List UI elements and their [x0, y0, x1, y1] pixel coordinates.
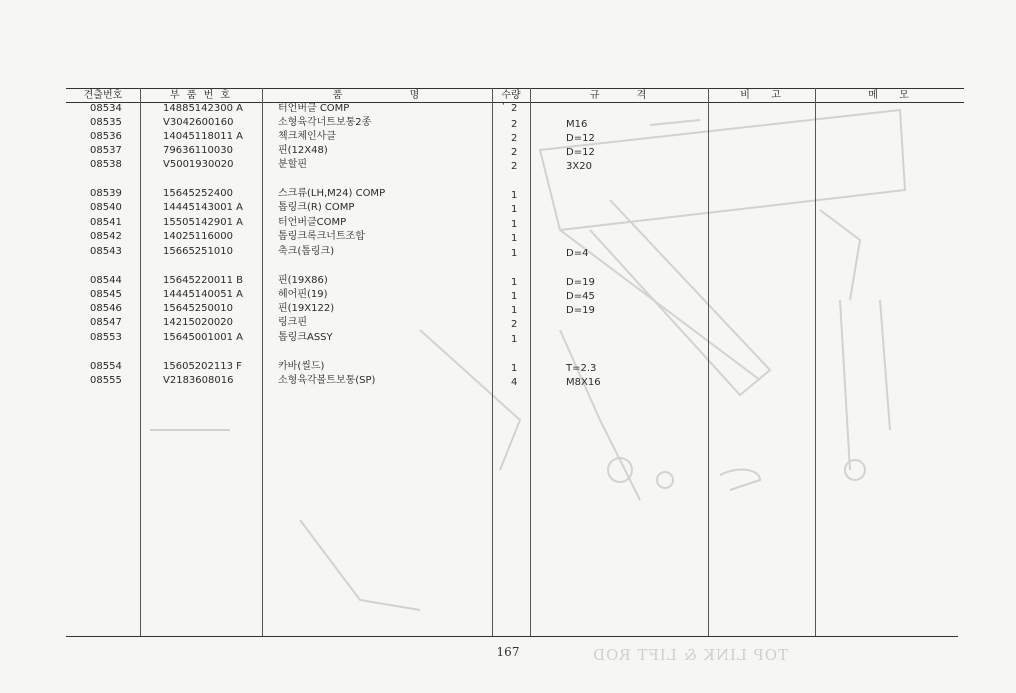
row-part-number: 15665251010 [163, 246, 233, 257]
row-quantity: 1 [511, 190, 518, 201]
row-part-number: 14445140051 A [163, 289, 244, 300]
row-ref-number: 08541 [90, 217, 122, 228]
row-ref-number: 08536 [90, 131, 122, 142]
header-remarks: 비 고 [740, 90, 783, 101]
row-ref-number: 08540 [90, 202, 122, 213]
row-ref-number: 08554 [90, 361, 122, 372]
row-part-number: 15505142901 A [163, 217, 244, 228]
row-part-number: V3042600160 [163, 117, 234, 128]
row-spec: T=2.3 [566, 363, 597, 374]
header-memo: 메 모 [868, 90, 911, 101]
row-quantity: 2 [511, 103, 518, 114]
row-quantity: 1 [511, 248, 518, 259]
row-quantity: 1 [511, 291, 518, 302]
row-part-name: 소형육각볼트보통(SP) [278, 375, 376, 386]
row-part-name: 톱링크록크너트조합 [278, 231, 365, 242]
row-spec: D=19 [566, 277, 595, 288]
row-quantity: 1 [511, 334, 518, 345]
row-quantity: 2 [511, 119, 518, 130]
row-spec: D=12 [566, 133, 595, 144]
row-spec: 3X20 [566, 161, 592, 172]
row-part-number: 15645220011 B [163, 275, 244, 286]
row-part-number: 15605202113 F [163, 361, 242, 372]
table-column-divider [708, 88, 709, 637]
row-part-name: 카바(씰드) [278, 361, 325, 372]
row-part-number: 14025116000 [163, 231, 233, 242]
row-ref-number: 08538 [90, 159, 122, 170]
row-part-number: V5001930020 [163, 159, 234, 170]
row-ref-number: 08543 [90, 246, 122, 257]
row-quantity: 2 [511, 161, 518, 172]
row-ref-number: 08546 [90, 303, 122, 314]
row-part-name: 분할핀 [278, 159, 307, 170]
row-part-number: 15645252400 [163, 188, 233, 199]
row-ref-number: 08544 [90, 275, 122, 286]
table-column-divider [140, 88, 141, 637]
row-quantity: 2 [511, 147, 518, 158]
row-part-number: 15645250010 [163, 303, 233, 314]
row-quantity: 1 [511, 233, 518, 244]
header-ref-number: 견출번호 [83, 90, 123, 101]
row-quantity: 1 [511, 204, 518, 215]
row-quantity: 1 [511, 363, 518, 374]
row-ref-number: 08534 [90, 103, 122, 114]
row-part-name: 스크류(LH,M24) COMP [278, 188, 386, 199]
row-ref-number: 08555 [90, 375, 122, 386]
row-ref-number: 08539 [90, 188, 122, 199]
row-quantity: 1 [511, 305, 518, 316]
row-part-number: V2183608016 [163, 375, 234, 386]
row-part-name: 핀(19X86) [278, 275, 328, 286]
row-ref-number: 08535 [90, 117, 122, 128]
row-spec: D=4 [566, 248, 589, 259]
row-part-name: 헤어핀(19) [278, 289, 328, 300]
header-quantity: 수량 [501, 90, 521, 101]
row-part-name: 톱링크(R) COMP [278, 202, 355, 213]
check-mark: ' [502, 101, 505, 112]
row-spec: M8X16 [566, 377, 601, 388]
table-column-divider [530, 88, 531, 637]
row-spec: D=45 [566, 291, 595, 302]
row-part-name: 터언버클COMP [278, 217, 347, 228]
row-quantity: 1 [511, 219, 518, 230]
row-spec: D=12 [566, 147, 595, 158]
header-part-number: 부 품 번 호 [169, 90, 233, 101]
row-part-name: 톱링크ASSY [278, 332, 333, 343]
row-ref-number: 08547 [90, 317, 122, 328]
row-part-number: 14045118011 A [163, 131, 244, 142]
row-quantity: 2 [511, 133, 518, 144]
header-spec: 규 격 [589, 90, 649, 101]
row-part-number: 14885142300 A [163, 103, 244, 114]
table-column-divider [815, 88, 816, 637]
table-column-divider [492, 88, 493, 637]
page-number: 167 [496, 645, 520, 659]
row-quantity: 2 [511, 319, 518, 330]
row-spec: D=19 [566, 305, 595, 316]
row-part-number: 14215020020 [163, 317, 233, 328]
row-part-name: 핀(12X48) [278, 145, 328, 156]
row-spec: M16 [566, 119, 588, 130]
row-part-name: 핀(19X122) [278, 303, 335, 314]
row-ref-number: 08545 [90, 289, 122, 300]
row-part-number: 79636110030 [163, 145, 233, 156]
row-part-name: 터언버클 COMP [278, 103, 350, 114]
mirrored-bleed-through-text: TOP LINK & LIFT ROD [592, 646, 788, 664]
row-part-number: 15645001001 A [163, 332, 244, 343]
row-part-name: 첵크체인사클 [278, 131, 336, 142]
row-quantity: 4 [511, 377, 518, 388]
table-bottom-border [66, 636, 958, 637]
row-part-number: 14445143001 A [163, 202, 244, 213]
row-part-name: 축크(톱링크) [278, 246, 335, 257]
row-ref-number: 08537 [90, 145, 122, 156]
table-column-divider [262, 88, 263, 637]
header-part-name: 품 명 [332, 90, 422, 101]
row-part-name: 소형육각너트보통2종 [278, 117, 372, 128]
row-ref-number: 08542 [90, 231, 122, 242]
row-quantity: 1 [511, 277, 518, 288]
row-part-name: 링크핀 [278, 317, 307, 328]
row-ref-number: 08553 [90, 332, 122, 343]
